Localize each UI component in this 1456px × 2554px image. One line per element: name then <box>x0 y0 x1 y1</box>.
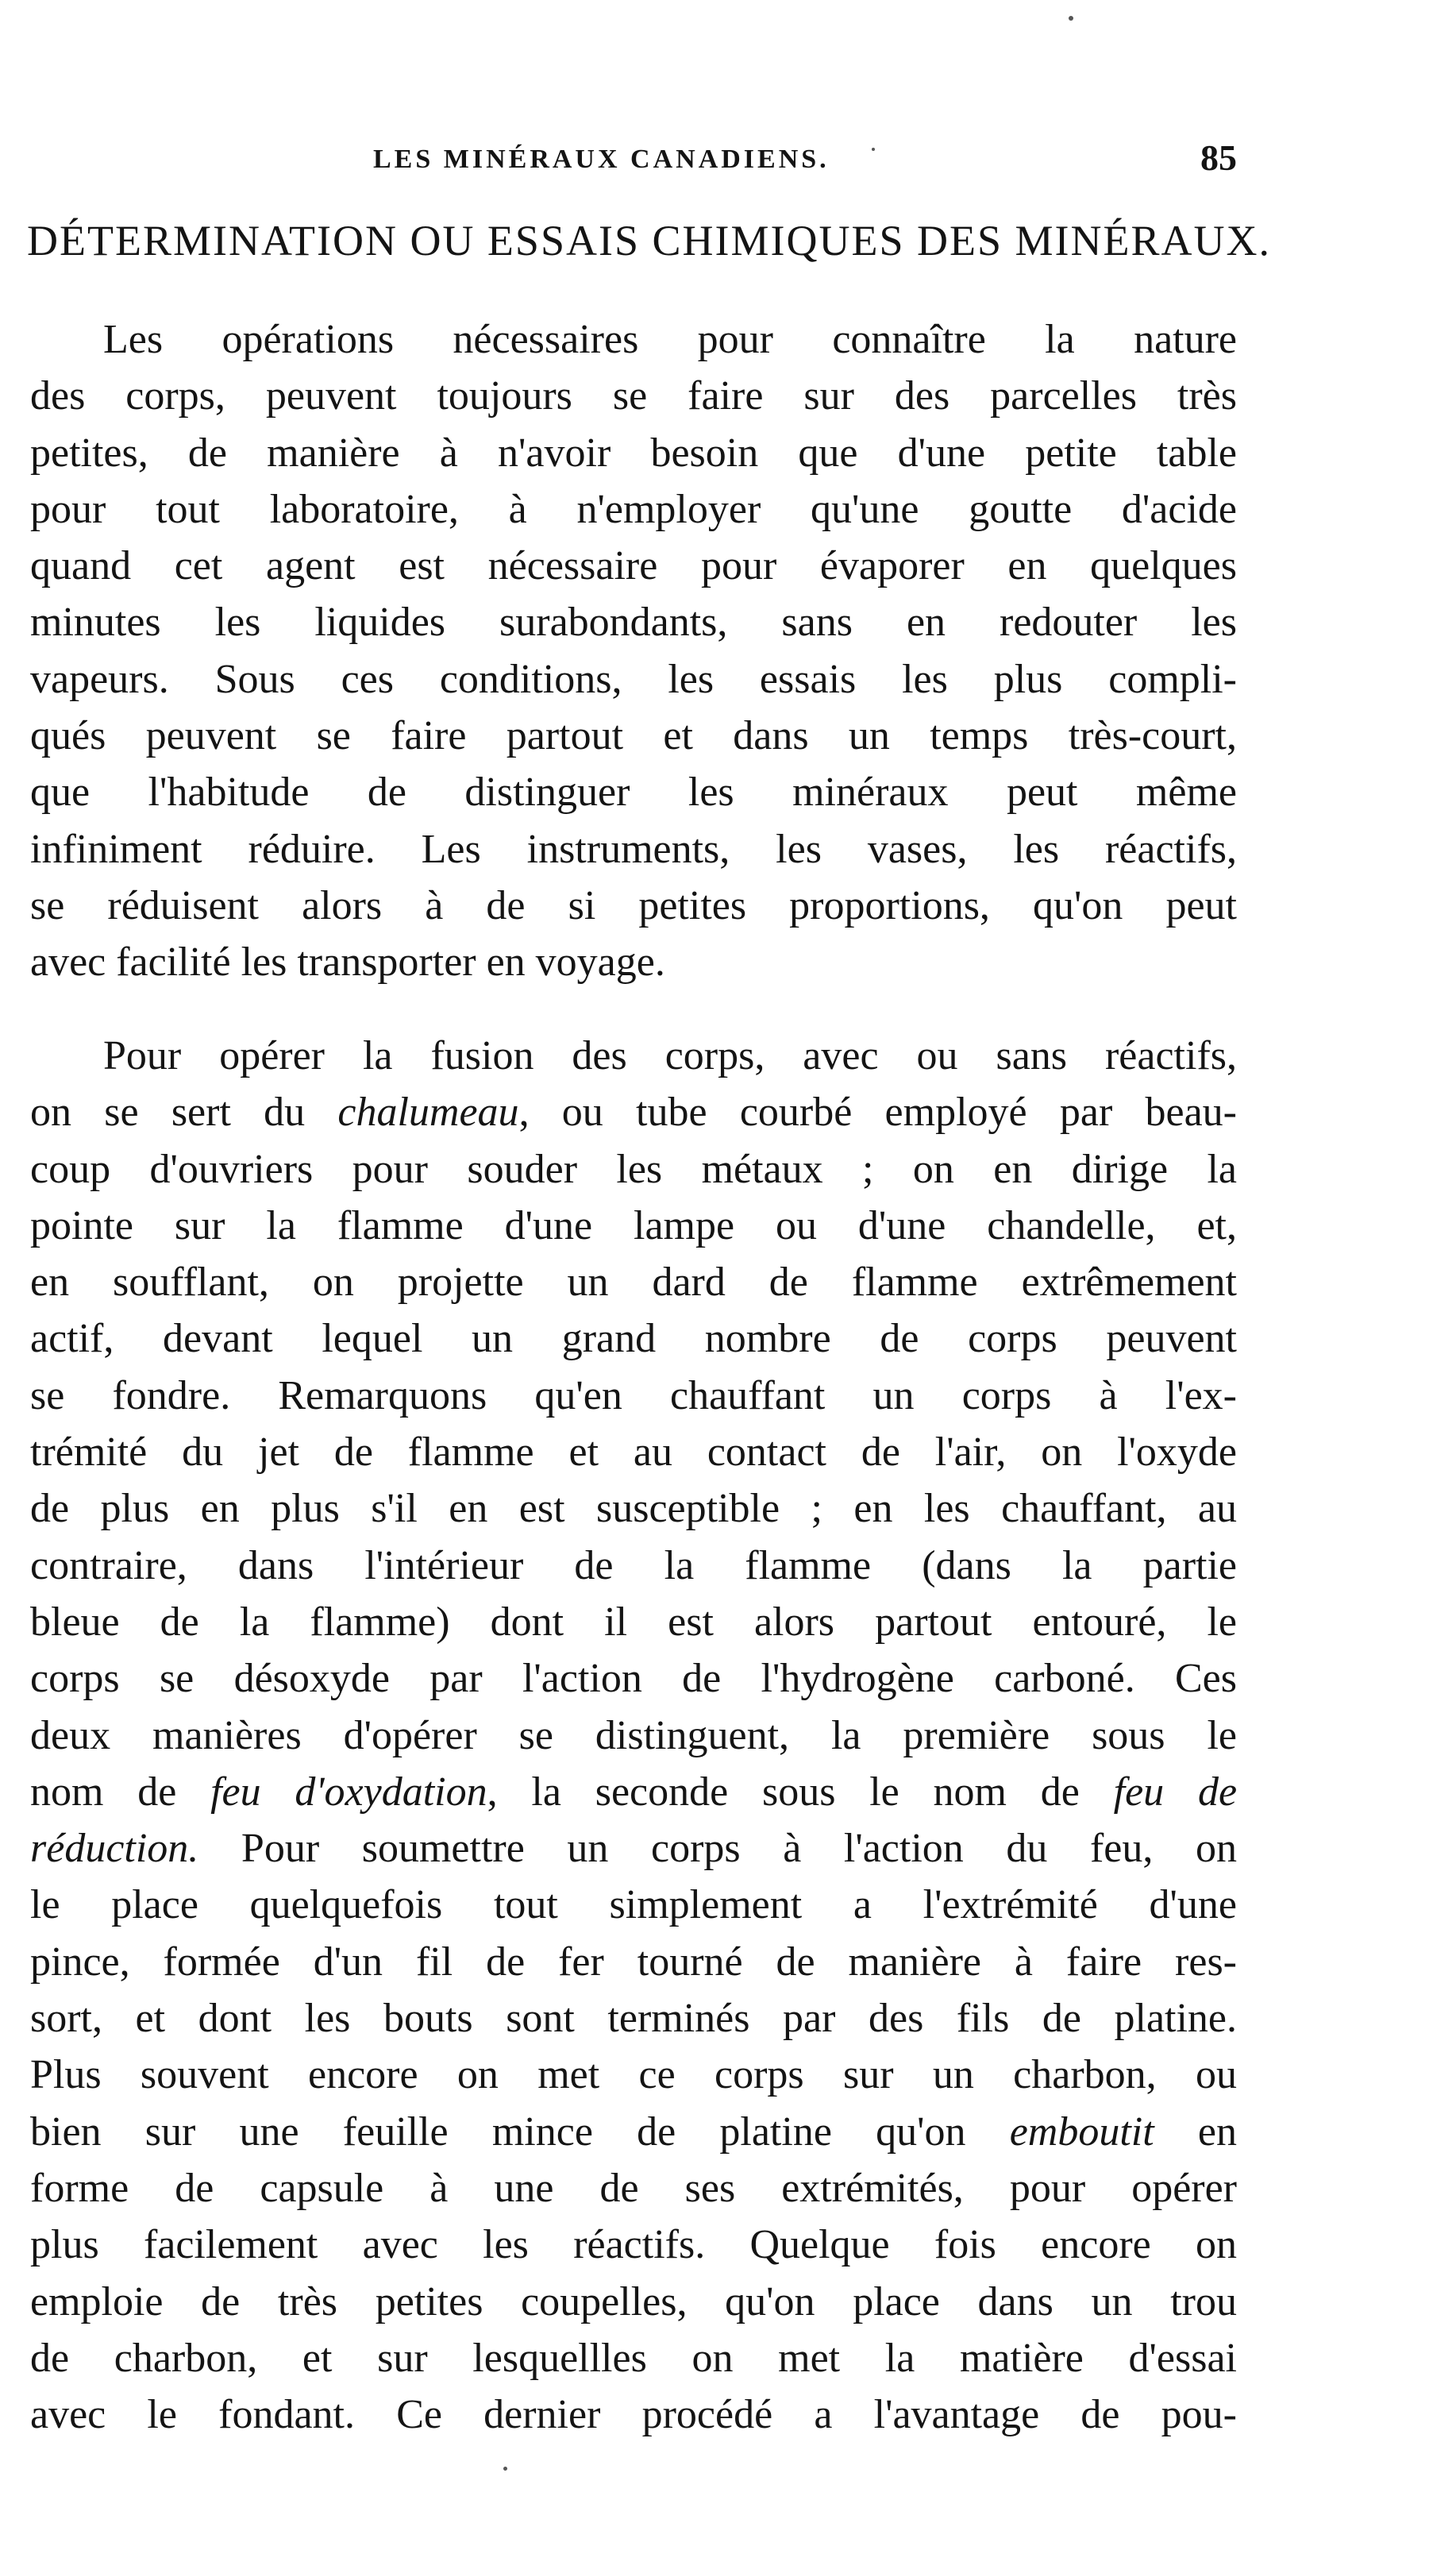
running-title: LES MINÉRAUX CANADIENS. <box>373 145 830 174</box>
text-line: se réduisent alors à de si petites proportions, qu'on peut <box>30 882 1237 928</box>
italic-term: feu de <box>1113 1769 1238 1815</box>
text-line: pour tout laboratoire, à n'employer qu'une goutte d'acide <box>30 486 1237 532</box>
print-speck <box>503 2467 507 2471</box>
text-line: trémité du jet de flamme et au contact de l'air, on l'oxyde <box>30 1429 1237 1476</box>
text-line: avec facilité les transporter en voyage. <box>30 939 665 986</box>
italic-term: feu d'oxydation <box>210 1769 487 1815</box>
print-speck <box>1069 16 1073 21</box>
text-line: pointe sur la flamme d'une lampe ou d'une chandelle, et, <box>30 1202 1237 1248</box>
text-line: de charbon, et sur lesquellles on met la matière d'essai <box>30 2335 1237 2381</box>
text-line: minutes les liquides surabondants, sans en redouter les <box>30 600 1237 646</box>
text-line: deux manières d'opérer se distinguent, la première sous le <box>30 1712 1237 1758</box>
section-title: DÉTERMINATION OU ESSAIS CHIMIQUES DES MINÉRAUX. <box>27 217 1272 264</box>
text-line: corps se désoxyde par l'action de l'hydrogène carboné. Ces <box>30 1656 1237 1702</box>
text-line: que l'habitude de distinguer les minéraux peut même <box>30 770 1237 816</box>
text-line: bien sur une feuille mince de platine qu'on emboutit en <box>30 2108 1237 2155</box>
text-line: bleue de la flamme) dont il est alors partout entouré, le <box>30 1599 1237 1645</box>
text-line: avec le fondant. Ce dernier procédé a l'avantage de pou- <box>30 2392 1237 2438</box>
text-line: le place quelquefois tout simplement a l'extrémité d'une <box>30 1882 1237 1928</box>
print-speck <box>872 148 875 151</box>
text-line: se fondre. Remarquons qu'en chauffant un corps à l'ex- <box>30 1372 1237 1418</box>
text-line: réduction. Pour soumettre un corps à l'action du feu, on <box>30 1826 1237 1872</box>
text-line: emploie de très petites coupelles, qu'on place dans un trou <box>30 2278 1237 2324</box>
text-line: qués peuvent se faire partout et dans un temps très-court, <box>30 713 1237 759</box>
italic-term: emboutit <box>1009 2108 1154 2155</box>
text-line: forme de capsule à une de ses extrémités, pour opérer <box>30 2165 1237 2211</box>
text-line: contraire, dans l'intérieur de la flamme (dans la partie <box>30 1542 1237 1588</box>
text-line: nom de feu d'oxydation, la seconde sous le nom de feu de <box>30 1769 1238 1815</box>
text-line: plus facilement avec les réactifs. Quelque fois encore on <box>30 2222 1237 2268</box>
text-line: infiniment réduire. Les instruments, les vases, les réactifs, <box>30 826 1237 872</box>
text-line: Pour opérer la fusion des corps, avec ou sans réactifs, <box>103 1033 1237 1078</box>
text-line: Les opérations nécessaires pour connaître la nature <box>103 317 1237 362</box>
text-line: coup d'ouvriers pour souder les métaux ; on en dirige la <box>30 1146 1237 1192</box>
text-line: actif, devant lequel un grand nombre de corps peuvent <box>30 1316 1237 1362</box>
text-line: on se sert du chalumeau, ou tube courbé employé par beau- <box>30 1090 1237 1136</box>
text-line: vapeurs. Sous ces conditions, les essais les plus compli- <box>30 656 1237 702</box>
text-line: sort, et dont les bouts sont terminés par des fils de platine. <box>30 1996 1237 2042</box>
text-line: des corps, peuvent toujours se faire sur des parcelles très <box>30 373 1237 419</box>
paragraph-operations <box>30 311 1237 991</box>
text-line: quand cet agent est nécessaire pour évaporer en quelques <box>30 543 1237 589</box>
italic-term: réduction. <box>30 1826 199 1872</box>
text-line: de plus en plus s'il en est susceptible ; en les chauffant, au <box>30 1486 1237 1532</box>
text-line: petites, de manière à n'avoir besoin que d'une petite table <box>30 430 1237 476</box>
text-line: pince, formée d'un fil de fer tourné de manière à faire res- <box>30 1939 1237 1985</box>
paragraph-chalumeau <box>30 1028 1237 2443</box>
page-number: 85 <box>1200 137 1237 178</box>
text-line: Plus souvent encore on met ce corps sur un charbon, ou <box>30 2052 1237 2098</box>
italic-term: chalumeau <box>337 1090 519 1136</box>
text-line: en soufflant, on projette un dard de flamme extrêmement <box>30 1260 1237 1306</box>
